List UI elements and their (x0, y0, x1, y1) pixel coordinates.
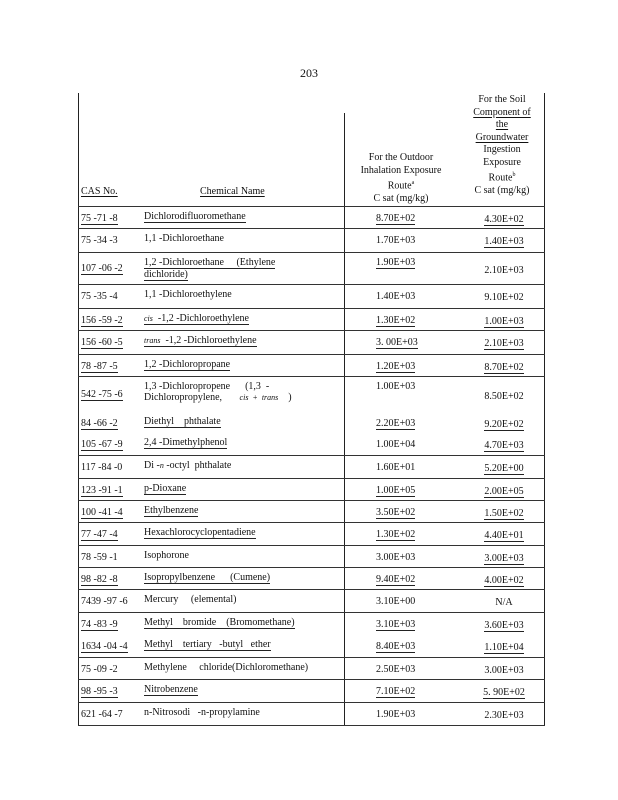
soil-csat: 4.40E+01 (484, 530, 524, 541)
table-row (79, 501, 544, 523)
inhalation-csat: 1.70E+03 (376, 235, 416, 246)
soil-csat: 5. 90E+02 (483, 687, 525, 698)
table-row (79, 285, 544, 309)
cas-number: 123 -91 -1 (81, 485, 123, 496)
soil-csat: N/A (495, 597, 513, 608)
table-row (79, 377, 544, 412)
inhalation-csat: 3.10E+03 (376, 619, 416, 630)
chemical-name: 2,4 -Dimethylphenol (144, 437, 228, 448)
inhalation-csat: 1.00E+03 (376, 381, 416, 392)
table-row (79, 523, 544, 546)
header-inhalation-line1: For the Outdoor (368, 152, 434, 163)
row-divider (78, 228, 545, 229)
soil-csat: 3.00E+03 (484, 665, 524, 676)
row-divider (78, 679, 545, 680)
cas-number: 74 -83 -9 (81, 619, 118, 630)
row-divider (78, 567, 545, 568)
chemical-name: Methylene chloride(Dichloromethane) (144, 662, 309, 673)
soil-csat: 2.10E+03 (484, 265, 524, 276)
table-row (79, 229, 544, 253)
table-row (79, 658, 544, 680)
table-row (79, 703, 544, 725)
row-divider (78, 330, 545, 331)
table-row (79, 479, 544, 501)
soil-csat: 8.70E+02 (484, 362, 524, 373)
inhalation-csat: 1.90E+03 (376, 257, 416, 268)
chemical-name: Methyl bromide (Bromomethane) (144, 617, 295, 628)
chemical-name: cis -1,2 -Dichloroethylene (144, 313, 249, 324)
cas-number: 98 -95 -3 (81, 686, 118, 697)
cas-number: 156 -60 -5 (81, 337, 123, 348)
cas-number: 78 -87 -5 (81, 361, 118, 372)
inhalation-csat: 1.30E+02 (376, 315, 416, 326)
header-inhalation (346, 152, 456, 205)
chemical-name: Dichlorodifluoromethane (144, 211, 246, 222)
header-inhalation-line3: Route$^a$ (387, 180, 415, 192)
cas-number: 117 -84 -0 (81, 462, 123, 473)
soil-csat: 1.50E+02 (484, 508, 524, 519)
header-soil (462, 94, 542, 197)
cas-number: 77 -47 -4 (81, 529, 118, 540)
inhalation-csat: 1.20E+03 (376, 361, 416, 372)
chemical-name: Ethylbenzene (144, 505, 199, 516)
inhalation-csat: 1.00E+05 (376, 485, 416, 496)
inhalation-csat: 3.00E+03 (376, 552, 416, 563)
cas-number: 621 -64 -7 (81, 709, 123, 720)
cas-number: 107 -06 -2 (81, 263, 123, 274)
table-row (79, 613, 544, 635)
row-divider (78, 545, 545, 546)
row-divider (78, 308, 545, 309)
cas-number: 100 -41 -4 (81, 507, 123, 518)
row-divider (78, 657, 545, 658)
row-divider (78, 376, 545, 377)
row-divider (78, 612, 545, 613)
inhalation-csat: 2.50E+03 (376, 664, 416, 675)
inhalation-csat: 1.30E+02 (376, 529, 416, 540)
chemical-name: Mercury (elemental) (144, 594, 237, 605)
row-divider (78, 354, 545, 355)
cas-number: 156 -59 -2 (81, 315, 123, 326)
row-divider (78, 522, 545, 523)
row-divider (78, 284, 545, 285)
header-soil-line5: Ingestion (483, 144, 521, 155)
table-row (79, 331, 544, 355)
row-divider (78, 725, 545, 726)
isomer-prefix: trans (144, 336, 161, 345)
inhalation-csat: 9.40E+02 (376, 574, 416, 585)
header-soil-line2: Component of (473, 106, 531, 118)
header-soil-line6: Exposure (483, 156, 521, 168)
soil-csat: 3.60E+03 (484, 620, 524, 631)
cas-number: 542 -75 -6 (81, 389, 123, 400)
cas-number: 75 -09 -2 (81, 664, 118, 675)
soil-csat: 4.00E+02 (484, 575, 524, 586)
chemical-name: p-Dioxane (144, 483, 187, 494)
chemical-name: 1,2 -Dichloropropane (144, 359, 231, 370)
chemical-name: n-Nitrosodi -n-propylamine (144, 707, 260, 718)
cas-number: 1634 -04 -4 (81, 641, 128, 652)
header-cas: CAS No. (81, 186, 118, 197)
row-divider (78, 589, 545, 590)
header-inhalation-units: C sat (mg/kg) (373, 192, 429, 204)
soil-csat: 4.70E+03 (484, 440, 524, 451)
row-divider (78, 455, 545, 456)
header-chemical-name: Chemical Name (200, 186, 265, 197)
chemical-name: 1,1 -Dichloroethylene (144, 289, 232, 300)
soil-csat: 1.00E+03 (484, 316, 524, 327)
chemical-name: 1,3 -Dichloropropene (1,3 - Dichloropropylene, cis + trans ) (144, 381, 292, 403)
page-number: 203 (300, 66, 318, 80)
cas-number: 7439 -97 -6 (81, 596, 128, 607)
table-row (79, 412, 544, 433)
row-divider (78, 702, 545, 703)
inhalation-csat: 8.70E+02 (376, 213, 416, 224)
inhalation-csat: 8.40E+03 (376, 641, 416, 652)
table-right-border (544, 93, 545, 726)
header-soil-line1: For the Soil (478, 94, 526, 105)
inhalation-csat: 1.40E+03 (376, 291, 416, 302)
chemical-name: Methyl tertiary -butyl ether (144, 639, 271, 650)
table-row (79, 680, 544, 703)
cas-number: 75 -35 -4 (81, 291, 118, 302)
chemical-name: Diethyl phthalate (144, 416, 221, 427)
header-inhalation-line2: Inhalation Exposure (360, 164, 442, 176)
chemical-name: Isophorone (144, 550, 189, 561)
chemical-name: 1,2 -Dichloroethane (Ethylene dichloride) (144, 257, 276, 280)
soil-csat: 2.10E+03 (484, 338, 524, 349)
soil-csat: 1.10E+04 (484, 642, 524, 653)
chemical-name: Nitrobenzene (144, 684, 198, 695)
row-divider (78, 252, 545, 253)
cas-number: 84 -66 -2 (81, 418, 118, 429)
header-inhalation-note: a (411, 180, 415, 186)
header-soil-units: C sat (mg/kg) (474, 184, 530, 196)
soil-csat: 5.20E+00 (484, 463, 524, 474)
cas-number: 105 -67 -9 (81, 439, 123, 450)
header-soil-line7: Route$^b$ (488, 172, 516, 184)
inhalation-csat: 1.90E+03 (376, 709, 416, 720)
table-row (79, 207, 544, 229)
inhalation-csat: 1.60E+01 (376, 462, 416, 473)
chemical-name: Isopropylbenzene (Cumene) (144, 572, 271, 583)
table-row (79, 253, 544, 285)
cas-number: 98 -82 -8 (81, 574, 118, 585)
isomer-prefix: cis (144, 314, 153, 323)
table-row (79, 546, 544, 568)
inhalation-csat: 1.00E+04 (376, 439, 416, 450)
inhalation-csat: 3.50E+02 (376, 507, 416, 518)
soil-csat: 4.30E+02 (484, 214, 524, 225)
cas-number: 78 -59 -1 (81, 552, 118, 563)
inhalation-csat: 2.20E+03 (376, 418, 416, 429)
soil-csat: 2.30E+03 (484, 710, 524, 721)
header-soil-line3: the (495, 119, 509, 130)
cas-number: 75 -71 -8 (81, 213, 118, 224)
table-row (79, 635, 544, 658)
row-divider (78, 500, 545, 501)
chemical-name: Hexachlorocyclopentadiene (144, 527, 256, 538)
inhalation-csat: 3.10E+00 (376, 596, 416, 607)
header-soil-line4: Groundwater (475, 131, 529, 143)
soil-csat: 8.50E+02 (484, 391, 524, 402)
soil-csat: 9.10E+02 (484, 292, 524, 303)
chemical-name: Di -n -octyl phthalate (144, 460, 232, 471)
table-row (79, 433, 544, 456)
table-row (79, 456, 544, 479)
row-divider (78, 478, 545, 479)
inhalation-csat: 3. 00E+03 (376, 337, 418, 348)
soil-csat: 3.00E+03 (484, 553, 524, 564)
soil-csat: 1.40E+03 (484, 236, 524, 247)
soil-csat: 2.00E+05 (484, 486, 524, 497)
table-row (79, 355, 544, 377)
soil-csat: 9.20E+02 (484, 419, 524, 430)
table-row (79, 568, 544, 590)
inhalation-csat: 7.10E+02 (376, 686, 416, 697)
table-row (79, 309, 544, 331)
chemical-name: trans -1,2 -Dichloroethylene (144, 335, 257, 346)
chemical-name: 1,1 -Dichloroethane (144, 233, 224, 244)
header-soil-note: b (512, 172, 516, 178)
cas-number: 75 -34 -3 (81, 235, 118, 246)
table-row (79, 590, 544, 613)
